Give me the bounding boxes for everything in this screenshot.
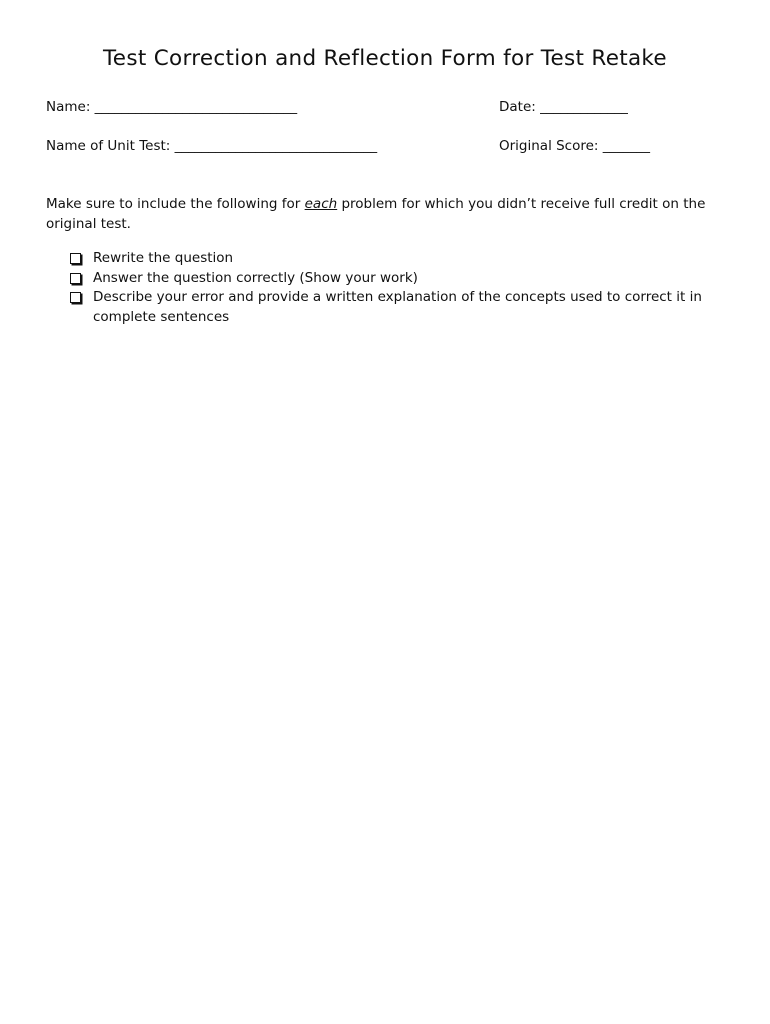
list-item (68, 288, 708, 327)
original-score-field: Original Score: _______ (499, 138, 651, 154)
checkbox-bullet-icon (70, 292, 81, 303)
instructions-paragraph (46, 195, 736, 234)
list-item-text: Answer the question correctly (Show your work) (93, 269, 418, 286)
list-item-text: Rewrite the question (93, 250, 234, 266)
instructions-emphasis: each (304, 196, 338, 212)
list-item (68, 249, 708, 269)
page-title: Test Correction and Reflection Form for Test Retake (103, 46, 667, 71)
list-item-text: Describe your error and provide a written explanation of the concepts used to correct it in complete sentences (93, 289, 702, 325)
instructions-after: problem for which you didn’t receive full credit on the original test. (46, 196, 706, 232)
checkbox-bullet-icon (70, 253, 81, 264)
name-field: Name: ______________________________ (46, 99, 298, 115)
date-field: Date: _____________ (499, 99, 628, 115)
unit-test-field: Name of Unit Test: ______________________________ (46, 138, 378, 154)
checkbox-bullet-icon (70, 273, 81, 284)
instructions-before: Make sure to include the following for (46, 196, 305, 212)
list-item (68, 269, 708, 289)
requirements-checklist (68, 249, 708, 327)
